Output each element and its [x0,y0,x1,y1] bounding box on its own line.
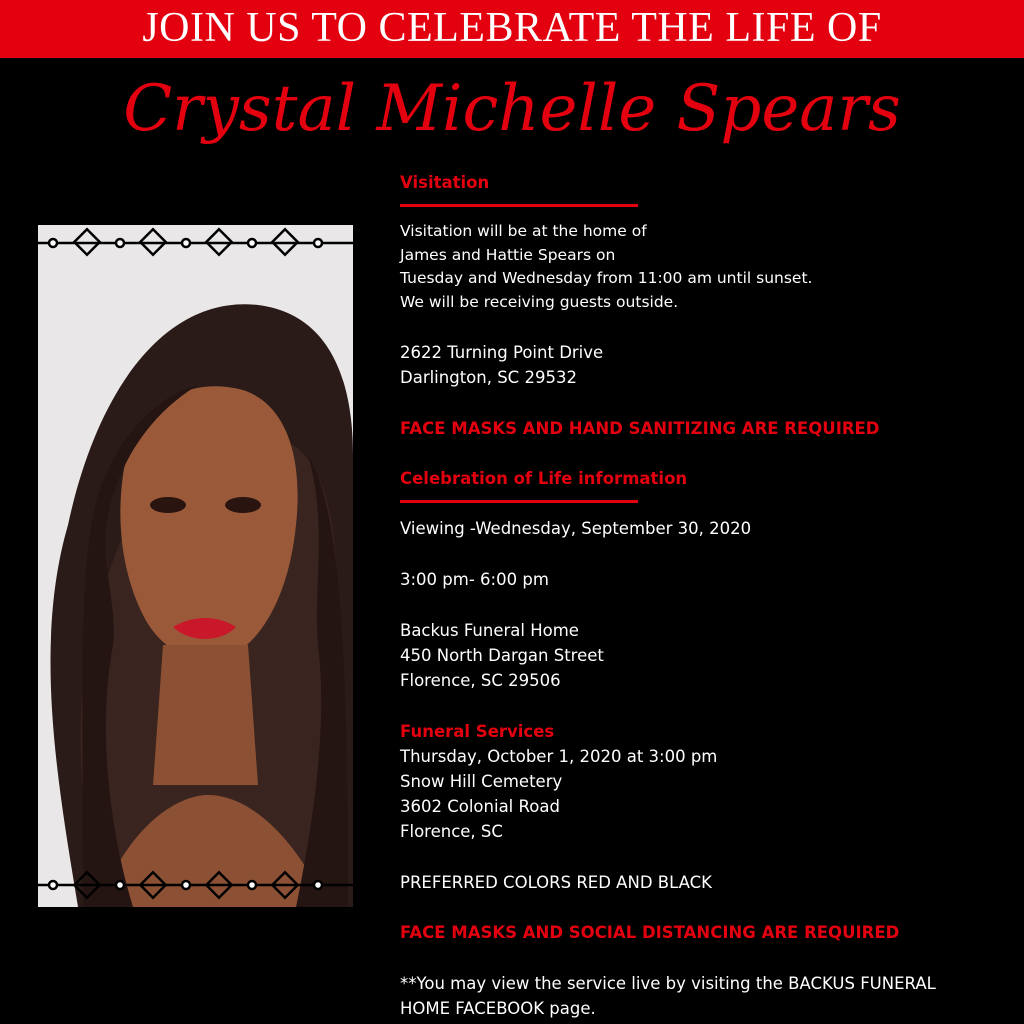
portrait-photo [38,225,353,907]
funeral-details [400,744,1000,844]
address-city: Darlington, SC 29532 [400,368,577,387]
funeral-city: Florence, SC [400,822,503,841]
viewing-time: 3:00 pm- 6:00 pm [400,570,549,589]
visitation-line: Tuesday and Wednesday from 11:00 am until sunset. [400,269,813,287]
venue-street: 450 North Dargan Street [400,646,604,665]
banner-title: JOIN US TO CELEBRATE THE LIFE OF [142,5,882,51]
celebration-heading: Celebration of Life information [400,469,688,488]
visitation-line: Visitation will be at the home of [400,222,647,240]
visitation-line: We will be receiving guests outside. [400,292,679,311]
funeral-heading: Funeral Services [400,722,555,741]
top-border-ornament [38,229,353,254]
visitation-details [400,220,1000,314]
visitation-notice: FACE MASKS AND HAND SANITIZING ARE REQUIRED [400,419,880,438]
livestream-line: HOME FACEBOOK page. [400,999,596,1018]
venue-name: Backus Funeral Home [400,621,579,640]
visitation-divider [400,204,638,207]
visitation-line: James and Hattie Spears on [400,245,616,264]
livestream-note [400,971,1000,1021]
livestream-line: **You may view the service live by visiting the BACKUS FUNERAL [400,974,936,993]
funeral-notice: FACE MASKS AND SOCIAL DISTANCING ARE REQUIRED [400,923,900,942]
celebration-divider [400,500,638,503]
address-street: 2622 Turning Point Drive [400,343,604,362]
venue-city: Florence, SC 29506 [400,671,561,690]
funeral-date: Thursday, October 1, 2020 at 3:00 pm [400,747,718,766]
visitation-heading: Visitation [400,173,490,192]
visitation-address [400,340,1000,390]
funeral-place: Snow Hill Cemetery [400,772,563,791]
viewing-venue [400,618,1000,693]
header-banner [0,0,1024,58]
viewing-date: Viewing -Wednesday, September 30, 2020 [400,519,752,538]
preferred-colors: PREFERRED COLORS RED AND BLACK [400,873,712,892]
honoree-name: Crystal Michelle Spears [123,72,901,146]
funeral-street: 3602 Colonial Road [400,797,560,816]
